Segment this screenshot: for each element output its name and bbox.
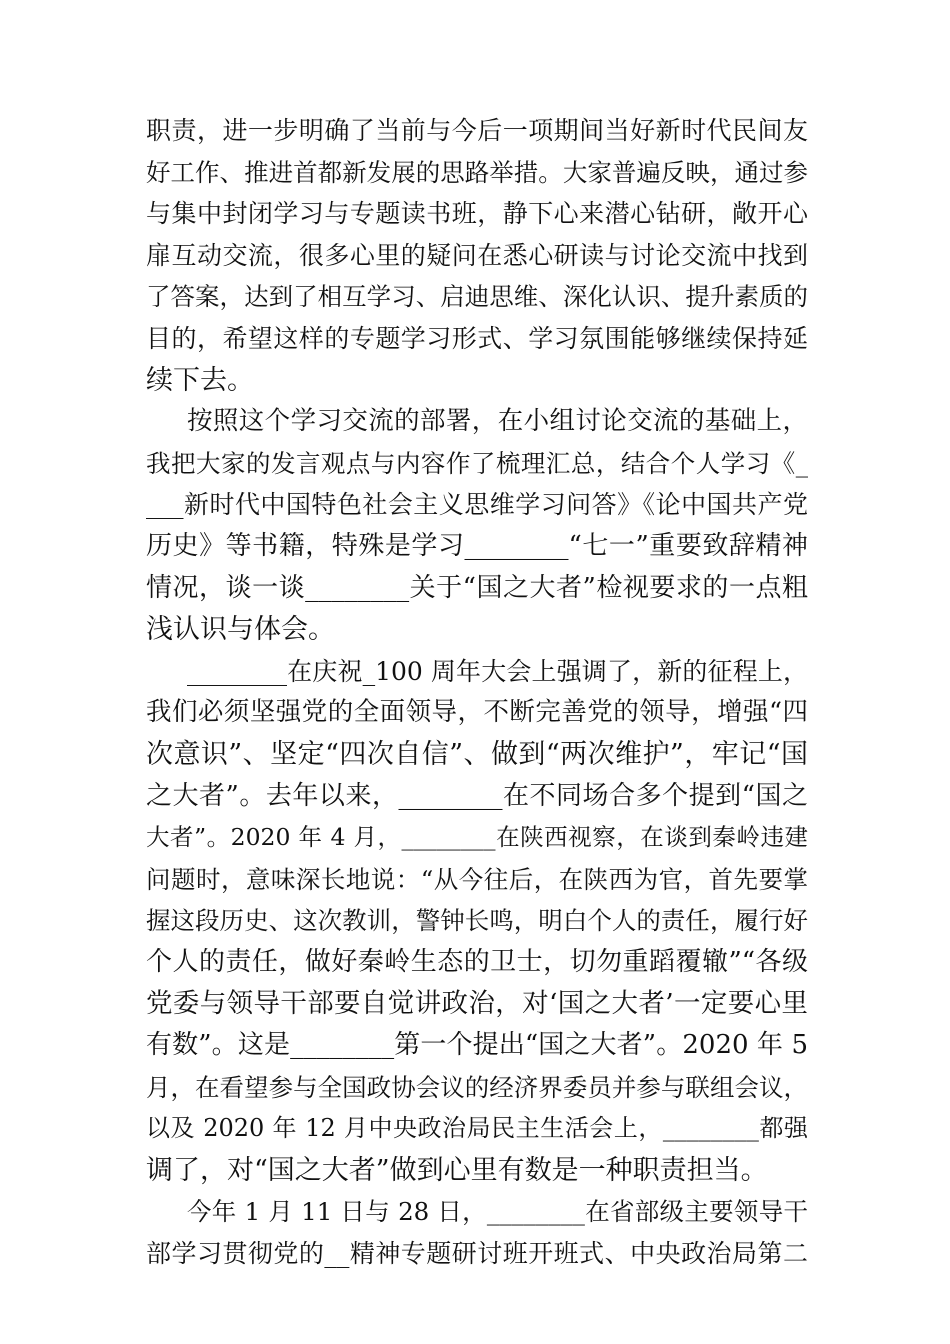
- text-line: 历史》等书籍，特殊是学习________“七一”重要致辞精神: [146, 530, 808, 561]
- document-body: [146, 110, 808, 1275]
- text-line: 有数”。这是________第一个提出“国之大者”。2020 年 5: [146, 1030, 808, 1061]
- text-line: 了答案，达到了相互学习、启迪思维、深化认识、提升素质的: [146, 282, 808, 312]
- text-line: 目的，希望这样的专题学习形式、学习氛围能够继续保持延: [146, 323, 808, 353]
- text-line: 调了，对“国之大者”做到心里有数是一种职责担当。: [146, 1154, 768, 1186]
- text-line: ________在庆祝_100 周年大会上强调了，新的征程上，: [187, 656, 808, 686]
- text-line: ___新时代中国特色社会主义思维学习问答》《论中国共产党: [146, 490, 808, 520]
- text-line: 续下去。: [146, 364, 254, 396]
- text-line: 大者”。2020 年 4 月，________在陕西视察，在谈到秦岭违建: [146, 823, 808, 852]
- text-line: 月，在看望参与全国政协会议的经济界委员并参与联组会议，: [146, 1072, 808, 1102]
- text-line: 以及 2020 年 12 月中央政治局民主生活会上，________都强: [146, 1114, 808, 1143]
- text-line: 问题时，意味深长地说：“从今往后，在陕西为官，首先要掌: [146, 864, 808, 894]
- text-line: 党委与领导干部要自觉讲政治，对‘国之大者’一定要心里: [146, 988, 808, 1020]
- text-line: 握这段历史、这次教训，警钟长鸣，明白个人的责任，履行好: [146, 906, 808, 936]
- text-line: 情况，谈一谈________关于“国之大者”检视要求的一点粗: [146, 572, 808, 603]
- text-line: 按照这个学习交流的部署，在小组讨论交流的基础上，: [187, 406, 808, 437]
- text-line: 好工作、推进首都新发展的思路举措。大家普遍反映，通过参: [146, 157, 808, 187]
- text-line: 之大者”。去年以来，________在不同场合多个提到“国之: [146, 780, 808, 811]
- text-line: 与集中封闭学习与专题读书班，静下心来潜心钻研，敞开心: [146, 199, 808, 229]
- text-line: 次意识”、坚定“四次自信”、做到“两次维护”，牢记“国: [146, 738, 808, 770]
- text-line: 我把大家的发言观点与内容作了梳理汇总，结合个人学习《_: [146, 448, 808, 478]
- text-line: 我们必须坚强党的全面领导，不断完善党的领导，增强“四: [146, 697, 808, 728]
- paragraph-2: [146, 401, 808, 651]
- text-line: 部学习贯彻党的__精神专题研讨班开班式、中央政治局第二: [146, 1239, 808, 1269]
- text-line: 浅认识与体会。: [146, 614, 335, 646]
- paragraph-4: [146, 1191, 808, 1274]
- paragraph-3: [146, 651, 808, 1192]
- text-line: 职责，进一步明确了当前与今后一项期间当好新时代民间友: [146, 116, 808, 145]
- text-line: 个人的责任，做好秦岭生态的卫士，切勿重蹈覆辙”“各级: [146, 946, 808, 977]
- paragraph-1: [146, 110, 808, 401]
- text-line: 今年 1 月 11 日与 28 日，________在省部级主要领导干: [187, 1197, 808, 1227]
- text-line: 扉互动交流，很多心里的疑问在悉心研读与讨论交流中找到: [146, 240, 808, 270]
